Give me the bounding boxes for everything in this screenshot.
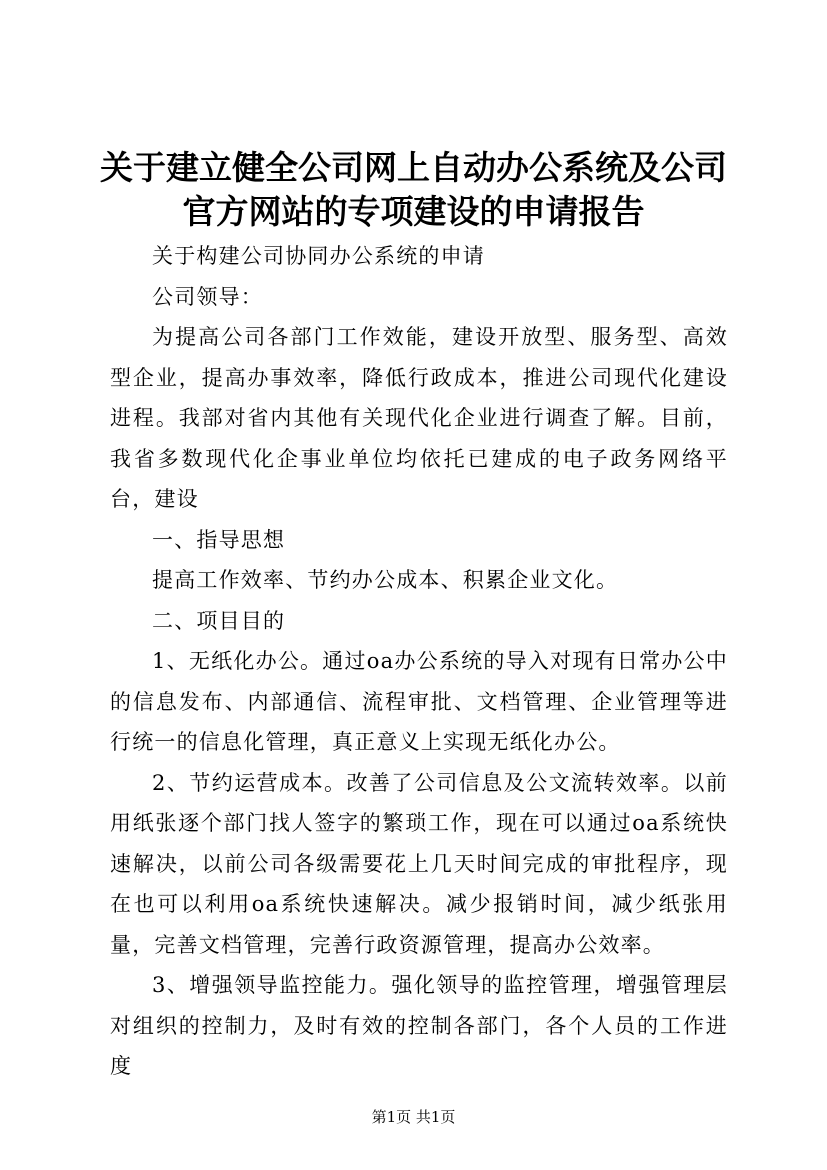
document-title: 关于建立健全公司网上自动办公系统及公司官方网站的专项建设的申请报告 <box>100 148 727 231</box>
salutation-paragraph: 公司领导： <box>152 284 263 309</box>
goal-paragraph-1: 1、无纸化办公。通过oa办公系统的导入对现有日常办公中的信息发布、内部通信、流程审批、文档管理、企业管理等进行统一的信息化管理，真正意义上实现无纸化办公。 <box>110 649 728 754</box>
section-heading-project-goals: 二、项目目的 <box>152 608 286 633</box>
intro-paragraph: 为提高公司各部门工作效能，建设开放型、服务型、高效型企业，提高办事效率，降低行政成本，推进公司现代化建设进程。我部对省内其他有关现代化企业进行调查了解。目前，我省多数现代化企事业单位均依托已建成的电子政务网络平台，建设 <box>110 325 728 511</box>
goal-paragraph-2: 2、节约运营成本。改善了公司信息及公文流转效率。以前用纸张逐个部门找人签字的繁琐工作，现在可以通过oa系统快速解决，以前公司各级需要花上几天时间完成的审批程序，现在也可以利用oa系统快速解决。减少报销时间，减少纸张用量，完善文档管理，完善行政资源管理，提高办公效率。 <box>110 770 728 957</box>
section-heading-guiding-thought: 一、指导思想 <box>152 527 286 552</box>
page-footer: 第1页 共1页 <box>371 1108 456 1126</box>
goal-paragraph-3: 3、增强领导监控能力。强化领导的监控管理，增强管理层对组织的控制力，及时有效的控制各部门，各个人员的工作进度 <box>110 973 728 1078</box>
subtitle-paragraph: 关于构建公司协同办公系统的申请 <box>152 244 485 268</box>
document-body <box>110 236 728 1087</box>
guiding-thought-paragraph: 提高工作效率、节约办公成本、积累企业文化。 <box>152 568 619 592</box>
